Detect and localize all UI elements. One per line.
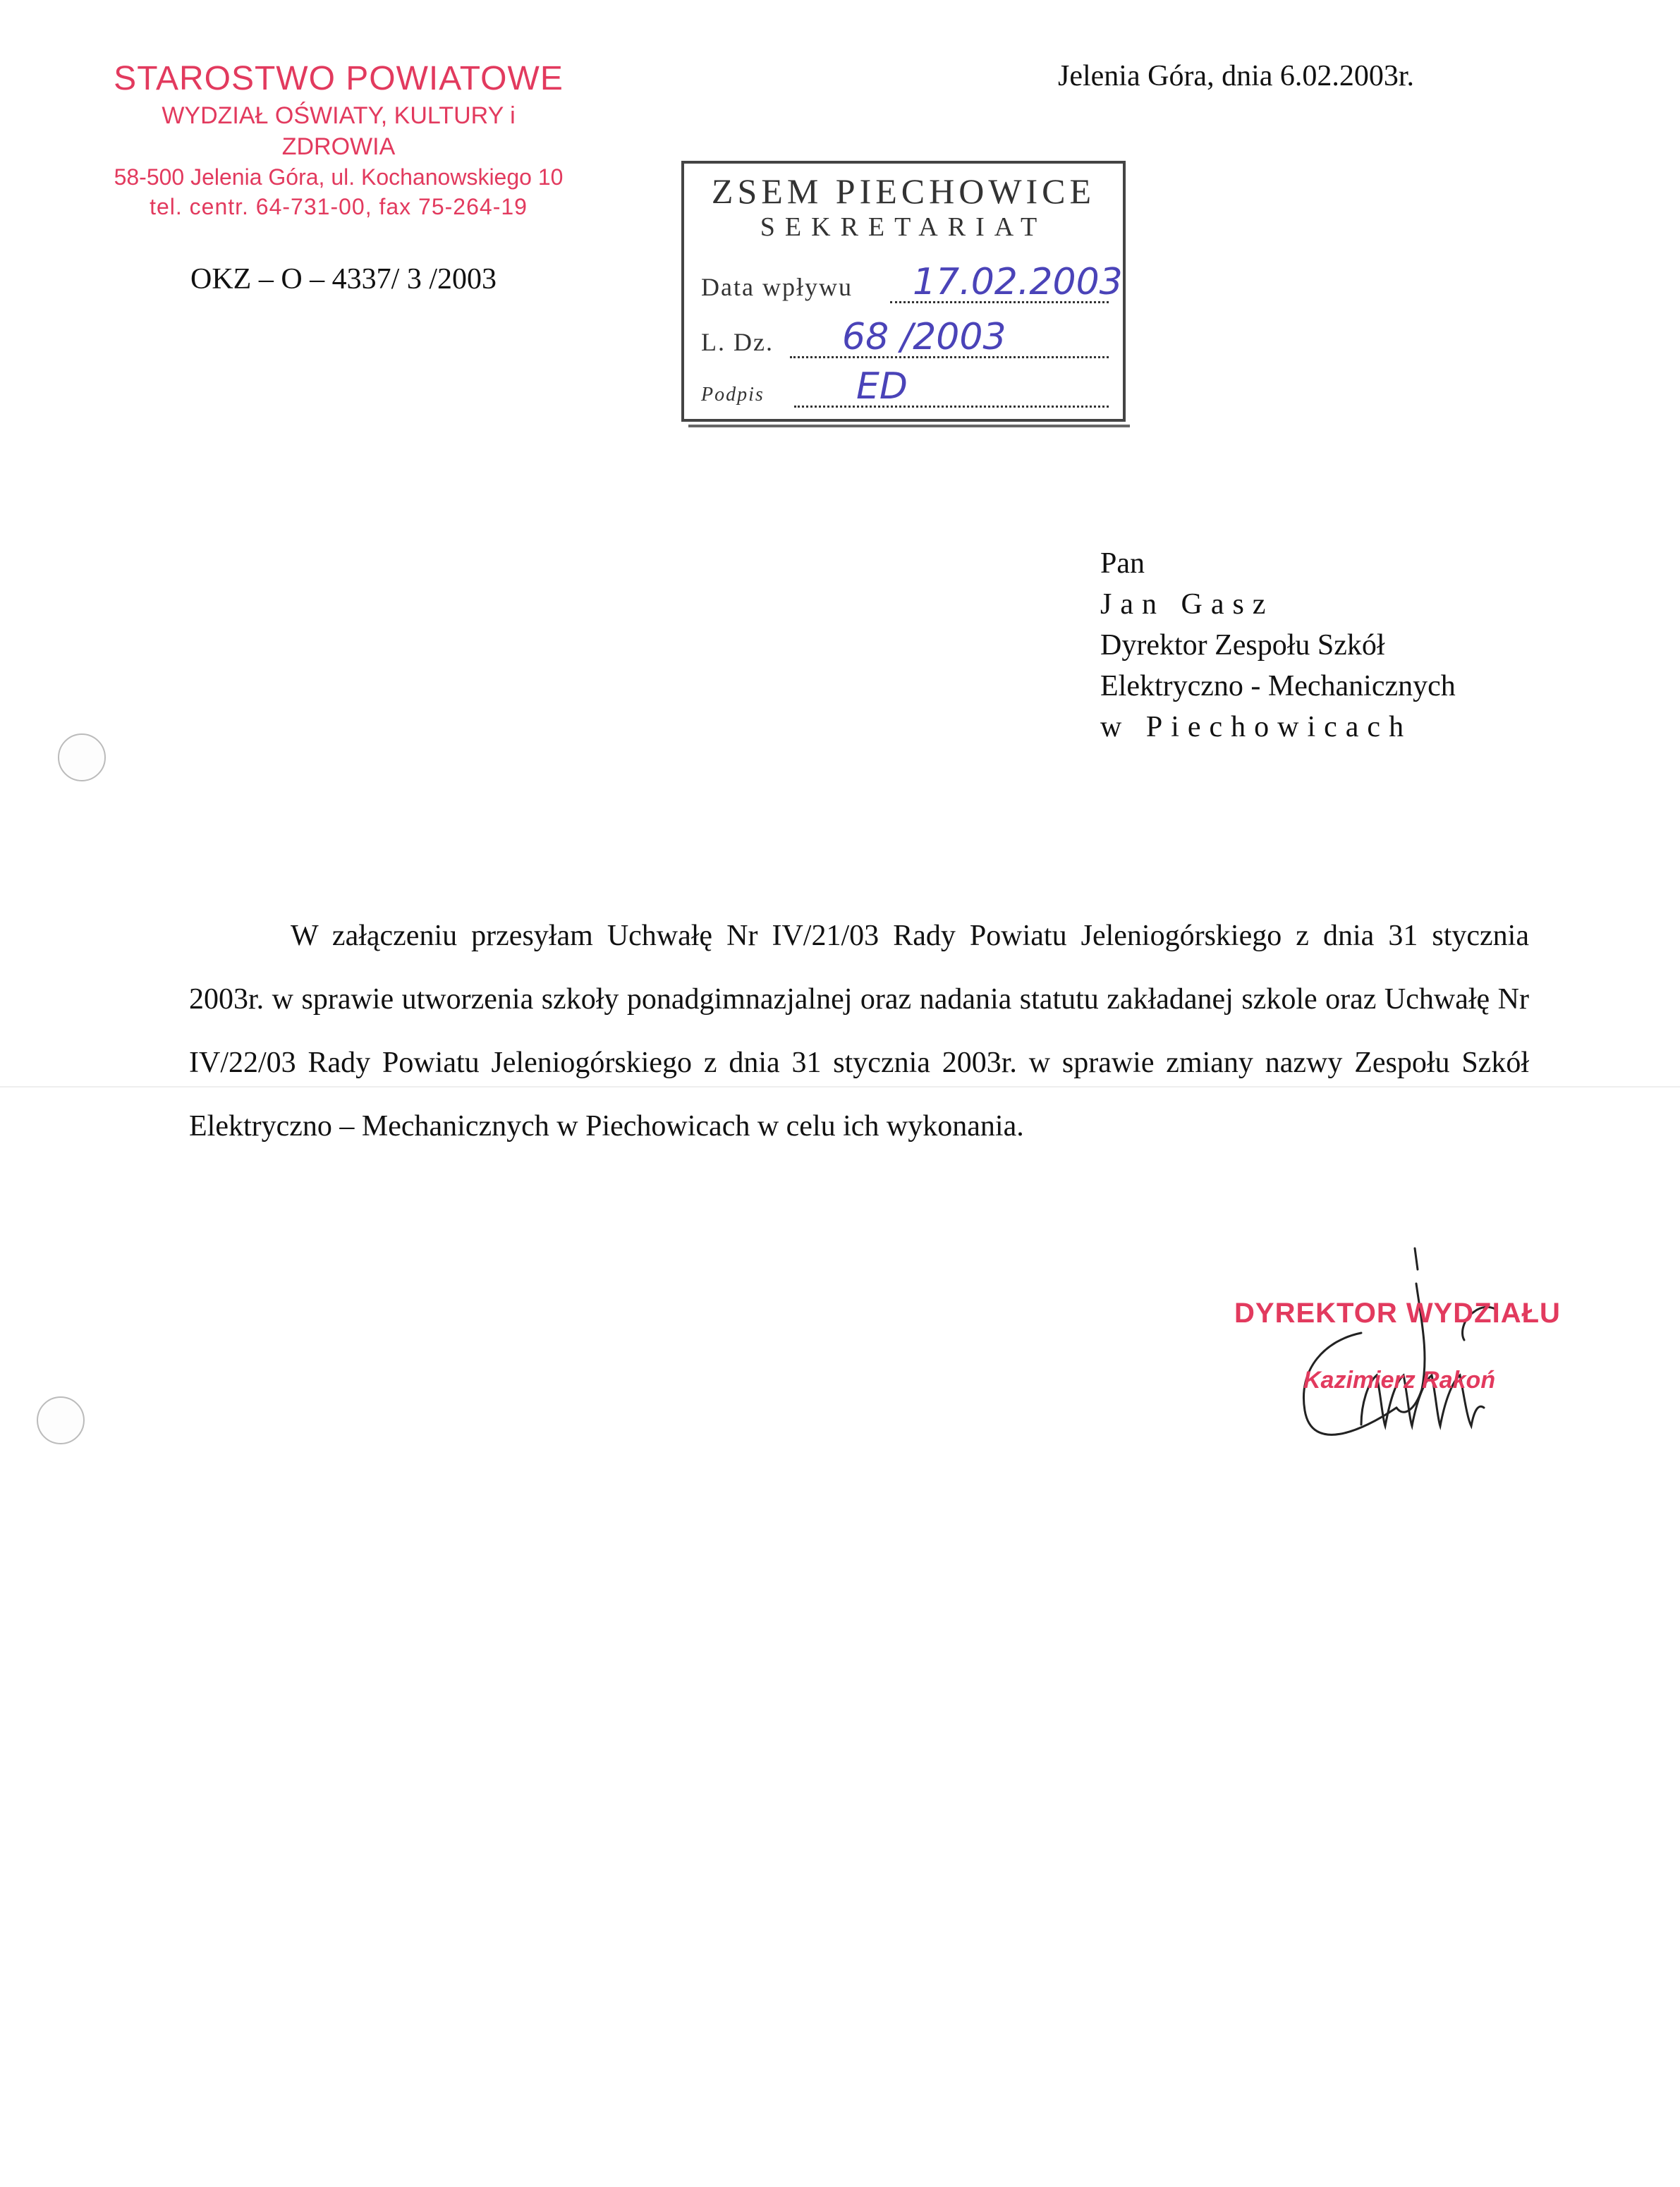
- recipient-location: w Piechowicach: [1100, 711, 1413, 743]
- registry-date-label: Data wpływu: [701, 273, 853, 301]
- recipient-salutation: Pan: [1100, 547, 1145, 580]
- registry-number-value: 68 /2003: [842, 316, 1006, 358]
- reference-number: OKZ – O – 4337/ 3 /2003: [190, 263, 497, 296]
- registry-stamp-subtitle: SEKRETARIAT: [760, 212, 1047, 242]
- recipient-address: [1100, 543, 1456, 748]
- recipient-position: Dyrektor Zespołu Szkół: [1100, 629, 1385, 662]
- recipient-school: Elektryczno - Mechanicznych: [1100, 670, 1456, 702]
- registry-stamp: [681, 161, 1126, 422]
- registry-signature-line: [794, 406, 1109, 408]
- issuer-stamp-line: WYDZIAŁ OŚWIATY, KULTURY i ZDROWIA: [162, 102, 516, 160]
- registry-number-row: [701, 316, 1109, 361]
- place-date: Jelenia Góra, dnia 6.02.2003r.: [1058, 60, 1415, 92]
- registry-signature-value: ED: [856, 365, 908, 408]
- registry-date-row: [701, 261, 1123, 306]
- letter-body: [189, 904, 1529, 1158]
- registry-date-value: 17.02.2003: [913, 261, 1123, 303]
- punch-hole: [58, 733, 106, 781]
- signature-stamp: [1234, 1298, 1561, 1394]
- issuer-stamp-line: tel. centr. 64-731-00, fax 75-264-19: [150, 194, 528, 219]
- issuer-stamp: [106, 58, 571, 221]
- punch-hole: [37, 1396, 85, 1444]
- registry-signature-label: Podpis: [701, 384, 765, 406]
- registry-number-label: L. Dz.: [701, 328, 774, 356]
- registry-signature-row: [701, 365, 1109, 410]
- signature-stamp-name: Kazimierz Rakoń: [1303, 1367, 1496, 1394]
- registry-stamp-title: ZSEM PIECHOWICE: [711, 171, 1096, 211]
- issuer-stamp-line: 58-500 Jelenia Góra, ul. Kochanowskiego 10: [114, 164, 564, 190]
- signature-stamp-title: DYREKTOR WYDZIAŁU: [1234, 1298, 1561, 1329]
- recipient-name: Jan Gasz: [1100, 588, 1274, 621]
- issuer-stamp-line: STAROSTWO POWIATOWE: [114, 60, 564, 97]
- letter-body-text: W załączeniu przesyłam Uchwałę Nr IV/21/03 Rady Powiatu Jeleniogórskiego z dnia 31 stycznia 2003r. w sprawie utworzenia szkoły ponadgimnazjalnej oraz nadania statutu zakładanej szkole oraz Uchwałę Nr IV/22/03 Rady Powiatu Jeleniogórskiego z dnia 31 stycznia 2003r. w sprawie zmiany nazwy Zespołu Szkół Elektryczno – Mechanicznych w Piechowicach w celu ich wykonania.: [189, 920, 1529, 1143]
